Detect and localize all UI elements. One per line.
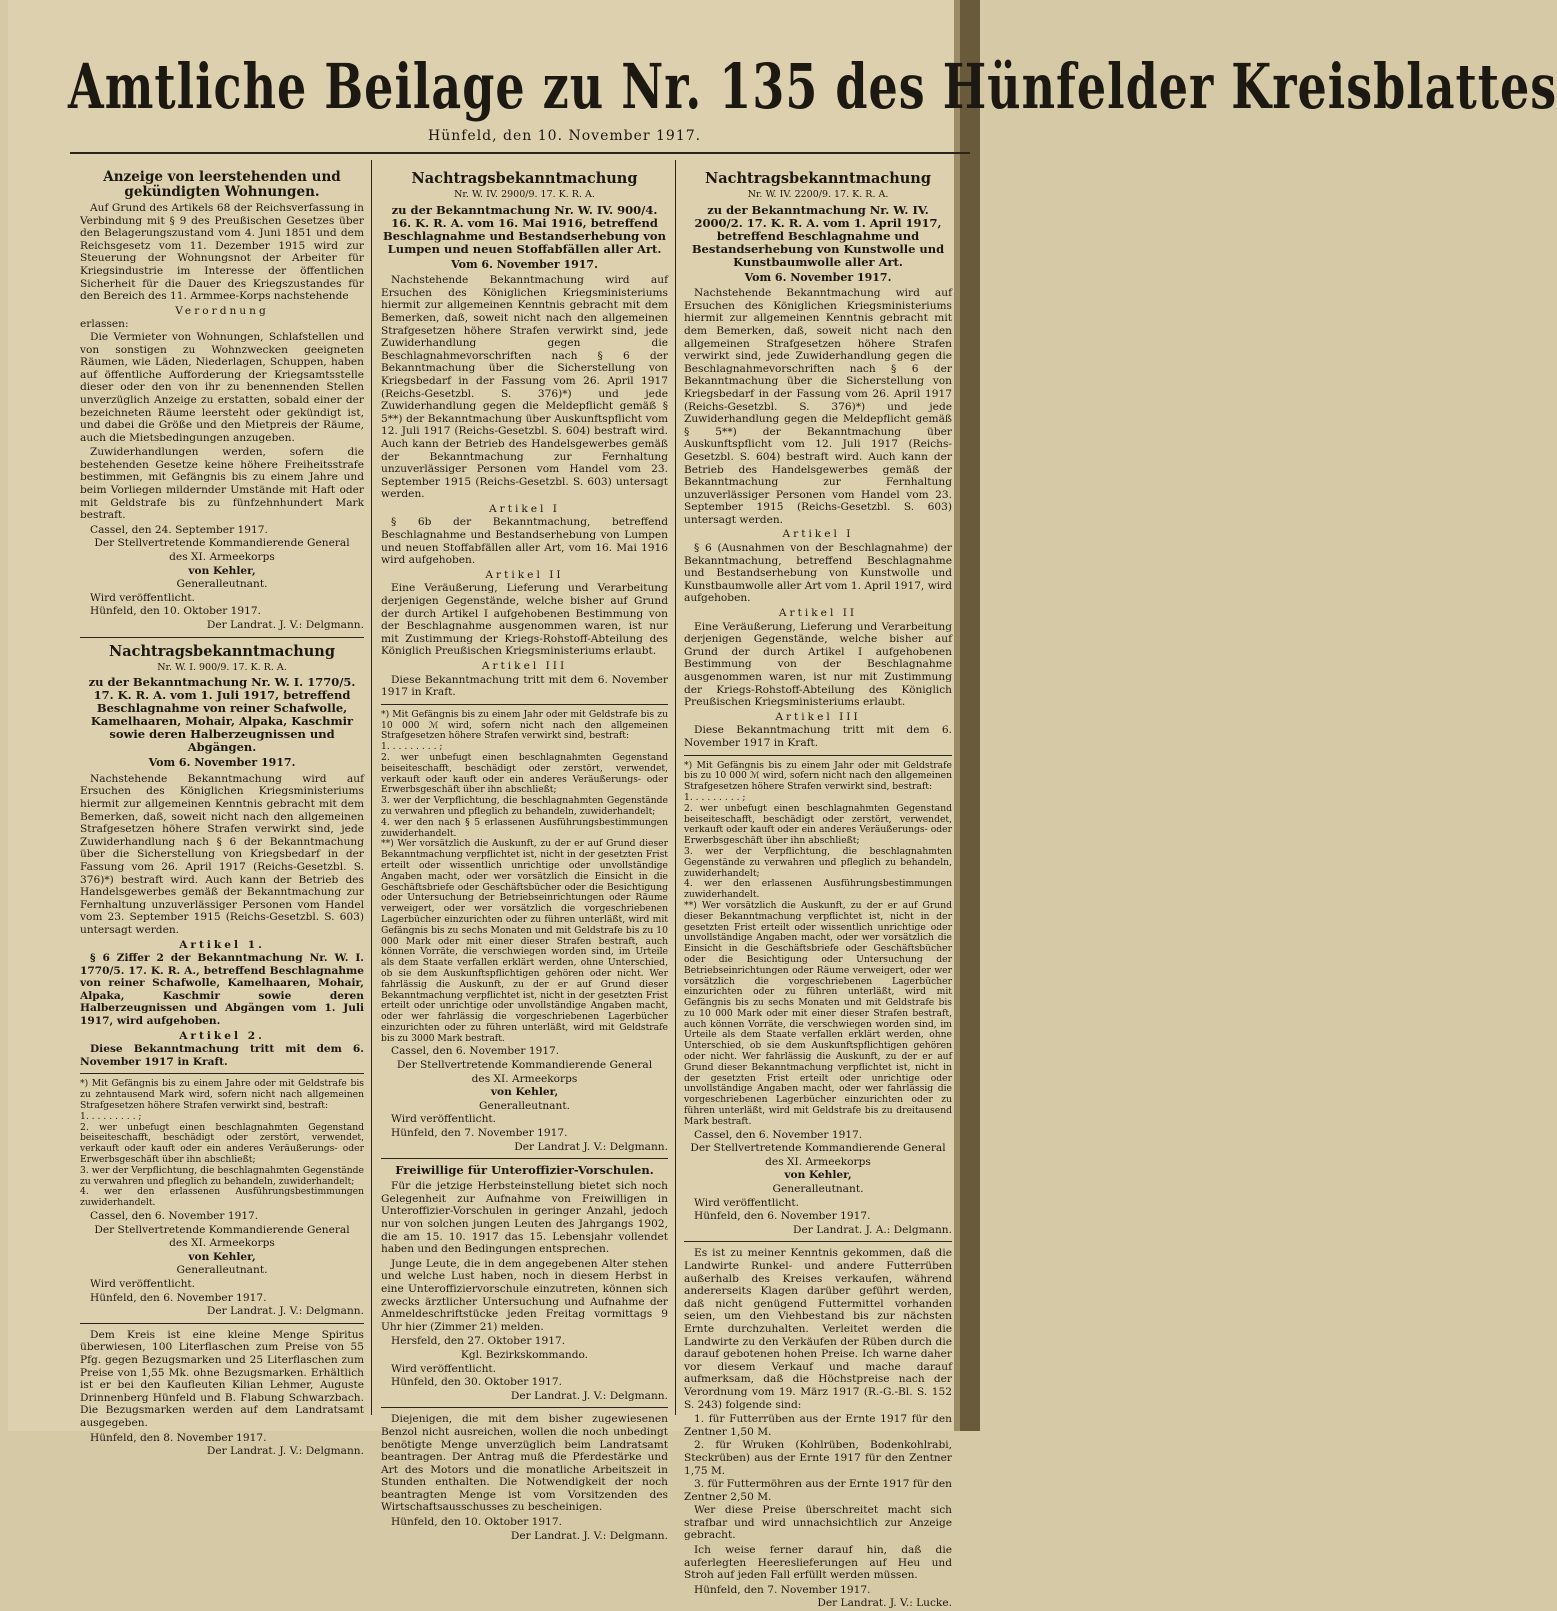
signature-line: Der Stellvertretende Kommandierende General — [94, 537, 350, 550]
footnote: 1. . . . . . . . . ; — [684, 791, 746, 803]
article-heading: Artikel III — [481, 660, 568, 672]
footnote-separator — [684, 755, 952, 756]
landrat-signature: Der Landrat. J. V.: Delgmann. — [206, 1445, 364, 1458]
paragraph: Eine Veräußerung, Lieferung und Verarbeitung derjenigen Gegenstände, welche bisher auf Grund der durch Artikel I aufgehobenen Bestimmung von der Beschlagnahme ausgenommen waren, ist nur mit Zustimmung der Kriegs-Rohstoff-Abteilung des Königlich Preußischen Kriegsministeriums erlaubt. — [684, 620, 952, 709]
publication-note: Wird veröffentlicht. — [90, 1277, 196, 1290]
paragraph: Es ist zu meiner Kenntnis gekommen, daß die Landwirte Runkel- und andere Futterrüben außerhalb des Kreises verkaufen, während andererseits Klagen darüber geführt werden, daß nicht genügend Futtermittel vorhanden seien, um den Viehbestand bis zur nächsten Ernte durchzuhalten. Verleitet werden die Landwirte zu den Verkäufen der Rüben durch die darauf gebotenen hohen Preise. Ich warne daher vor diesem Verkauf und mache darauf aufmerksam, daß die Höchstpreise nach der Verordnung vom 19. März 1917 (R.-G.-Bl. S. 152 S. 243) folgende sind: — [684, 1247, 952, 1411]
footnote: 3. wer der Verpflichtung, die beschlagnahmten Gegenstände zu verwahren und pfleglich zu behandeln, zuwiderhandelt; — [381, 795, 668, 817]
signature-line: Generalleutnant. — [479, 1099, 570, 1112]
signature-line: des XI. Armeekorps — [471, 1072, 578, 1085]
signature-line: Der Stellvertretende Kommandierende General — [690, 1142, 946, 1155]
footnote-separator — [381, 704, 668, 705]
place-date: Hünfeld, den 30. Oktober 1917. — [391, 1376, 562, 1389]
signature-line: Generalleutnant. — [772, 1183, 864, 1196]
footnote: 3. wer der Verpflichtung, die beschlagnahmten Gegenstände zu verwahren und pfleglich zu behandeln, zuwiderhandelt; — [80, 1164, 364, 1187]
article-separator — [381, 1407, 668, 1408]
footnotes — [381, 710, 668, 1045]
place-date: Hünfeld, den 7. November 1917. — [391, 1127, 568, 1140]
landrat-signature: Der Landrat. J. V.: Delgmann. — [206, 619, 364, 631]
price-list-item: 2. für Wruken (Kohlrüben, Bodenkohlrabi, Steckrüben) aus der Ernte 1917 für den Zentner 1,75 M. — [684, 1439, 952, 1477]
place-date: Cassel, den 6. November 1917. — [694, 1128, 863, 1141]
article-heading: Artikel I — [489, 502, 560, 515]
article-date: Vom 6. November 1917. — [148, 756, 296, 770]
article-heading: Artikel II — [485, 568, 564, 581]
footnote: 1. . . . . . . . . ; — [80, 1110, 142, 1122]
column-1 — [80, 170, 364, 1459]
masthead-title: Amtliche Beilage zu Nr. 135 des Hünfelder Kreisblattes — [68, 50, 1557, 123]
paragraph: Für die jetzige Herbsteinstellung bietet sich noch Gelegenheit zur Aufnahme von Freiwilligen in Unteroffizier-Vorschulen in geringer Anzahl, jedoch nur von solchen jungen Leuten des Jahrgangs 1902, die am 15. 10. 1917 das 15. Lebensjahr vollendet haben und den Bedingungen entsprechen. — [381, 1180, 668, 1256]
column-2 — [381, 170, 668, 1543]
article-separator — [80, 1323, 364, 1324]
footnote: 2. wer unbefugt einen beschlagnahmten Gegenstand beiseiteschafft, beschädigt oder zerstört, verwendet, verkauft oder kauft oder ein anderes Veräußerungs- oder Erwerbsgeschäft über ihn abschließt; — [684, 802, 952, 847]
publication-note: Wird veröffentlicht. — [391, 1362, 497, 1375]
article-heading: Artikel II — [778, 607, 858, 620]
column-rule-2 — [675, 160, 676, 1415]
paragraph: erlassen: — [80, 318, 129, 331]
landrat-signature: Der Landrat. J. V.: Lucke. — [817, 1597, 952, 1610]
place-date: Hünfeld, den 6. November 1917. — [694, 1210, 871, 1223]
article-subtitle: zu der Bekanntmachung Nr. W. IV. 2000/2. 17. K. R. A. vom 1. April 1917, betreffend Beschlagnahme und Bestandserhebung von Kunstwolle und Kunstbaumwolle aller Art. — [691, 202, 945, 269]
footnote: *) Mit Gefängnis bis zu einem Jahre oder mit Geldstrafe bis zu zehntausend Mark wird, sofern nicht nach allgemeinen Strafgesetzen höhere Strafen verwirkt sind, bestraft: — [80, 1078, 364, 1112]
article-title: Nachtragsbekanntmachung — [705, 170, 931, 187]
article-heading: Artikel 2. — [179, 1029, 265, 1042]
signature-line: des XI. Armeekorps — [169, 551, 275, 564]
landrat-signature: Der Landrat. J. V.: Delgmann. — [206, 1305, 364, 1318]
place-date: Cassel, den 6. November 1917. — [90, 1210, 259, 1222]
article-reference: Nr. W. IV. 2900/9. 17. K. R. A. — [454, 189, 595, 200]
footnotes — [684, 761, 952, 1128]
signature-name: von Kehler, — [188, 564, 256, 577]
signature-line: des XI. Armeekorps — [169, 1237, 275, 1250]
article-heading: Artikel I — [782, 528, 854, 541]
paragraph: Auf Grund des Artikels 68 der Reichsverfassung in Verbindung mit § 9 des Preußischen Gesetzes über den Belagerungszustand vom 4. Juni 1851 und dem Reichsgesetz vom 11. Dezember 1915 wird zur Steuerung der Wohnungsnot der Arbeiter für Kriegsindustrie im Interesse der öffentlichen Sicherheit für die Dauer des Kriegszustandes für den Bereich des 11. Armmee-Korps nachstehende — [80, 202, 364, 303]
paragraph: Diese Bekanntmachung tritt mit dem 6. November 1917 in Kraft. — [381, 673, 668, 699]
place-date: Hünfeld, den 7. November 1917. — [694, 1583, 871, 1596]
landrat-signature: Der Landrat. J. A.: Delgmann. — [793, 1223, 952, 1236]
newspaper-page — [8, 0, 1557, 1610]
article-separator — [381, 1158, 668, 1159]
place-date: Cassel, den 24. September 1917. — [90, 523, 268, 536]
article-subtitle: zu der Bekanntmachung Nr. W. I. 1770/5. 17. K. R. A. vom 1. Juli 1917, betreffend Beschlagnahme von reiner Schafwolle, Kamelhaaren, Mohair, Alpaka, Kaschmir sowie deren Halberzeugnissen und Abgängen. — [88, 675, 356, 755]
masthead-rule — [70, 152, 970, 154]
paragraph: Nachstehende Bekanntmachung wird auf Ersuchen des Königlichen Kriegsministeriums hiermit zur allgemeinen Kenntnis gebracht mit dem Bemerken, daß, soweit nicht nach den allgemeinen Strafgesetzen höhere Strafen verwirkt sind, jede Zuwiderhandlung nach § 6 der Bekanntmachung über die Sicherstellung von Kriegsbedarf in der Fassung vom 26. April 1917 (Reichs-Gesetzbl. S. 376)*) bestraft wird. Auch kann der Betrieb des Handelsgewerbes gemäß der Bekanntmachung zur Fernhaltung unzuverlässiger Personen vom Handel vom 23. September 1915 (Reichs-Gesetzbl. S. 603) untersagt werden. — [80, 772, 364, 936]
paragraph: Wer diese Preise überschreitet macht sich strafbar und wird unnachsichtlich zur Anzeige gebracht. — [684, 1504, 952, 1542]
signature-line: Generalleutnant. — [176, 1264, 268, 1277]
price-list-item: 1. für Futterrüben aus der Ernte 1917 für den Zentner 1,50 M. — [684, 1413, 952, 1438]
footnote: 4. wer den erlassenen Ausführungsbestimmungen zuwiderhandelt. — [684, 878, 952, 901]
place-date: Hünfeld, den 8. November 1917. — [90, 1431, 267, 1444]
column-3 — [684, 170, 952, 1611]
paragraph: Dem Kreis ist eine kleine Menge Spiritus überwiesen, 100 Literflaschen zum Preise von 55 Pfg. gegen Bezugsmarken und 25 Literflaschen zum Preise von 1,55 Mk. ohne Bezugsmarken. Erhältlich ist er bei den Kaufleuten Kilian Lehmer, Auguste Drinnenberg Hünfeld und B. Flabung Schwarzbach. Die Bezugsmarken werden auf dem Landratsamt ausgegeben. — [80, 1328, 364, 1429]
paragraph: Die Vermieter von Wohnungen, Schlafstellen und von sonstigen zu Wohnzwecken geeigneten Räumen, wie Läden, Niederlagen, Schuppen, haben auf öffentliche Aufforderung der Kriegsamtsstelle dieser oder den von ihr zu benennenden Stellen unverzüglich Anzeige zu erstatten, sobald einer der bezeichneten Räume leersteht oder gekündigt ist, und dabei die Größe und den Mietpreis der Räume, auch die Mietsbedingungen anzugeben. — [80, 330, 364, 444]
place-date: Hünfeld, den 10. Oktober 1917. — [90, 605, 261, 618]
paragraph: Ich weise ferner darauf hin, daß die auferlegten Heereslieferungen auf Heu und Stroh auf jeden Fall erfüllt werden müssen. — [684, 1544, 952, 1582]
paragraph: Diese Bekanntmachung tritt mit dem 6. November 1917 in Kraft. — [684, 724, 952, 749]
paragraph: § 6b der Bekanntmachung, betreffend Beschlagnahme und Bestandserhebung von Lumpen und neuen Stoffabfällen aller Art, vom 16. Mai 1916 wird aufgehoben. — [381, 516, 668, 567]
signature-line: des XI. Armeekorps — [765, 1155, 871, 1168]
paragraph: § 6 (Ausnahmen von der Beschlagnahme) der Bekanntmachung, betreffend Beschlagnahme und Bestandserhebung von Kunstwolle und Kunstbaumwolle aller Art vom 1. April 1917, wird aufgehoben. — [684, 542, 952, 605]
place-date: Hersfeld, den 27. Oktober 1917. — [391, 1335, 566, 1348]
article-separator — [684, 1241, 952, 1242]
article-heading: Verordnung — [175, 304, 269, 317]
paragraph: Eine Veräußerung, Lieferung und Verarbeitung derjenigen Gegenstände, welche bisher auf Grund der durch Artikel I aufgehobenen Bestimmung von der Beschlagnahme ausgenommen waren, ist nur mit Zustimmung der Kriegs-Rohstoff-Abteilung des Königlich Preußischen Kriegsministeriums erlaubt. — [381, 582, 668, 658]
article-reference: Nr. W. IV. 2200/9. 17. K. R. A. — [747, 189, 889, 200]
signature-name: von Kehler, — [188, 1250, 256, 1263]
article-subtitle: zu der Bekanntmachung Nr. W. IV. 900/4. 16. K. R. A. vom 16. Mai 1916, betreffend Beschlagnahme und Bestandserhebung von Lumpen und neuen Stoffabfällen aller Art. — [383, 202, 666, 256]
footnote: 2. wer unbefugt einen beschlagnahmten Gegenstand beiseiteschafft, beschädigt oder zerstört, verwendet, verkauft oder kauft oder ein anderes Veräußerungs- oder Erwerbsgeschäft über ihn abschließt; — [80, 1121, 364, 1166]
article-heading: Artikel III — [775, 710, 861, 723]
publication-note: Wird veröffentlicht. — [694, 1196, 800, 1209]
footnote: **) Wer vorsätzlich die Auskunft, zu der er auf Grund dieser Bekanntmachung verpflichtet ist, nicht in der gesetzten Frist erteilt oder wissentlich unrichtige oder unvollständige Angaben macht, oder wer vorsätzlich die Einsicht in die Geschäftsbriefe oder Geschäftsbücher oder die Besichtigung oder Untersuchung der Betriebseinrichtungen oder Räume verweigert, oder wer vorsätzlich die vorgeschriebenen Lagerbücher einzurichten oder zu führen unterläßt, wird mit Gefängnis bis zu sechs Monaten und mit Geldstrafe bis zu 10 000 Mark oder mit einer dieser Strafen bestraft, auch können Vorräte, die verschwiegen worden sind, im Urteile als dem Staate verfallen erklärt werden, ohne Unterschied, ob sie dem Auskunftspflichtigen gehören oder nicht. Wer fahrlässig die Auskunft, zu der er auf Grund dieser Bekanntmachung verpflichtet ist, nicht in der gesetzten Frist erteilt oder unrichtige oder unvollständige Angaben macht, oder wer fahrlässig die vorgeschriebenen Lagerbücher einzurichten oder zu führen unterläßt, wird mit Geldstrafe bis zu dreitausend Mark bestraft. — [684, 899, 952, 1127]
article-heading: Artikel 1. — [179, 938, 265, 951]
paragraph: Nachstehende Bekanntmachung wird auf Ersuchen des Königlichen Kriegsministeriums hiermit zur allgemeinen Kenntnis gebracht mit dem Bemerken, daß, soweit nicht nach den allgemeinen Strafgesetzen höhere Strafen verwirkt sind, jede Zuwiderhandlung gegen die Beschlagnahmevorschriften nach § 6 der Bekanntmachung über die Sicherstellung von Kriegsbedarf in der Fassung vom 26. April 1917 (Reichs-Gesetzbl. S. 376)*) und jede Zuwiderhandlung gegen die Meldepflicht gemäß § 5**) der Bekanntmachung über Auskunftspflicht vom 12. Juli 1917 (Reichs-Gesetzbl. S. 604) bestraft wird. Auch kann der Betrieb des Handelsgewerbes gemäß der Bekanntmachung zur Fernhaltung unzuverlässiger Personen vom Handel vom 23. September 1915 (Reichs-Gesetzbl. S. 603) untersagt werden. — [684, 287, 952, 526]
landrat-signature: Der Landrat. J. V.: Delgmann. — [510, 1389, 668, 1402]
place-date: Hünfeld, den 10. Oktober 1917. — [391, 1516, 562, 1529]
place-date: Cassel, den 6. November 1917. — [391, 1045, 560, 1058]
column-rule-1 — [371, 160, 372, 1415]
paragraph: § 6 Ziffer 2 der Bekanntmachung Nr. W. I. 1770/5. 17. K. R. A., betreffend Beschlagnahme von reiner Schafwolle, Kamelhaaren, Mohair, Alpaka, Kaschmir sowie deren Halberzeugnissen und Abgängen vom 1. Juli 1917, wird aufgehoben. — [80, 952, 364, 1028]
signature-name: von Kehler, — [490, 1086, 559, 1099]
paragraph: Diejenigen, die mit dem bisher zugewiesenen Benzol nicht ausreichen, wollen die noch unbedingt benötigte Menge unverzüglich beim Landratsamt beantragen. Der Antrag muß die Pferdestärke und Art des Motors und die monatliche Arbeitszeit in Stunden enthalten. Die Notwendigkeit der noch beantragten Menge ist vom Vorsitzenden des Wirtschaftsausschusses zu bescheinigen. — [381, 1413, 668, 1514]
landrat-signature: Der Landrat. J. V.: Delgmann. — [510, 1529, 668, 1542]
paragraph: Diese Bekanntmachung tritt mit dem 6. November 1917 in Kraft. — [80, 1043, 364, 1068]
article-date: Vom 6. November 1917. — [744, 270, 892, 284]
signature-line: Der Stellvertretende Kommandierende General — [396, 1059, 653, 1072]
signature-line: Der Stellvertretende Kommandierende General — [94, 1223, 350, 1236]
footnote: *) Mit Gefängnis bis zu einem Jahr oder mit Geldstrafe bis zu 10 000 ℳ wird, sofern nicht nach den allgemeinen Strafgesetzen höhere Strafen verwirkt sind, bestraft: — [381, 708, 668, 742]
article-date: Vom 6. November 1917. — [451, 257, 598, 271]
article-title: Freiwillige für Unteroffizier-Vorschulen. — [395, 1163, 654, 1178]
signature-line: Kgl. Bezirkskommando. — [460, 1348, 589, 1361]
place-date: Hünfeld, den 6. November 1917. — [90, 1291, 267, 1304]
article-title: Anzeige von leerstehenden und gekündigten Wohnungen. — [103, 169, 341, 200]
footnote: 2. wer unbefugt einen beschlagnahmten Gegenstand beiseiteschafft, beschädigt oder zerstört, verwendet, verkauft oder kauft oder ein anderes Veräußerungs- oder Erwerbsgeschäft über ihn abschließt; — [381, 751, 668, 796]
landrat-signature: Der Landrat J. V.: Delgmann. — [514, 1140, 668, 1153]
footnote: 4. wer den nach § 5 erlassenen Ausführungsbestimmungen zuwiderhandelt. — [381, 816, 668, 839]
footnote: **) Wer vorsätzlich die Auskunft, zu der er auf Grund dieser Bekanntmachung verpflichtet ist, nicht in der gesetzten Frist erteilt oder wissentlich unrichtige oder unvollständige Angaben macht, oder wer vorsätzlich die Einsicht in die Geschäftsbriefe oder Geschäftsbücher oder die Besichtigung oder Untersuchung der Betriebseinrichtungen oder Räume verweigert, oder wer vorsätzlich die vorgeschriebenen Lagerbücher einzurichten oder zu führen unterläßt, wird mit Gefängnis bis zu sechs Monaten und mit Geldstrafe bis zu 10 000 Mark oder mit einer dieser Strafen bestraft, auch können Vorräte, die verschwiegen worden sind, im Urteile als dem Staate verfallen erklärt werden, ohne Unterschied, ob sie dem Auskunftspflichtigen gehören oder nicht. Wer fahrlässig die Auskunft, zu der er auf Grund dieser Bekanntmachung verpflichtet ist, nicht in der gesetzten Frist erteilt oder unrichtige oder unvollständige Angaben macht, oder wer fahrlässig die vorgeschriebenen Lagerbücher einzurichten oder zu führen unterläßt, wird mit Geldstrafe bis zu 3000 Mark bestraft. — [381, 838, 668, 1044]
masthead-dateline: Hünfeld, den 10. November 1917. — [428, 128, 702, 144]
footnote-separator — [80, 1073, 364, 1074]
article-title: Nachtragsbekanntmachung — [109, 642, 335, 660]
paragraph: Junge Leute, die in dem angegebenen Alter stehen und welche Lust haben, noch in diesem Herbst in eine Unteroffiziervorschule einzutreten, können sich zwecks ärztlicher Untersuchung und Aufnahme der Anmeldeschriftstücke jeden Freitag vormittags 9 Uhr hier (Zimmer 21) melden. — [381, 1257, 668, 1333]
footnotes — [80, 1079, 364, 1209]
publication-note: Wird veröffentlicht. — [391, 1113, 497, 1126]
paragraph: Nachstehende Bekanntmachung wird auf Ersuchen des Königlichen Kriegsministeriums hiermit zur allgemeinen Kenntnis gebracht mit dem Bemerken, daß, soweit nicht nach den allgemeinen Strafgesetzen höhere Strafen verwirkt sind, jede Zuwiderhandlung gegen die Beschlagnahmevorschriften nach § 6 der Bekanntmachung über die Sicherstellung von Kriegsbedarf in der Fassung vom 26. April 1917 (Reichs-Gesetzbl. S. 376)*) und jede Zuwiderhandlung gegen die Meldepflicht gemäß § 5**) der Bekanntmachung über Auskunftspflicht vom 12. Juli 1917 (Reichs-Gesetzbl. S. 604) bestraft wird. Auch kann der Betrieb des Handelsgewerbes gemäß der Bekanntmachung zur Fernhaltung unzuverlässiger Personen vom Handel vom 23. September 1915 (Reichs-Gesetzbl. S. 603) untersagt werden. — [381, 274, 668, 501]
signature-line: Generalleutnant. — [176, 578, 268, 591]
footnote: *) Mit Gefängnis bis zu einem Jahr oder mit Geldstrafe bis zu 10 000 ℳ wird, sofern nicht nach den allgemeinen Strafgesetzen höhere Strafen verwirkt sind, bestraft: — [684, 759, 952, 793]
footnote: 3. wer der Verpflichtung, die beschlagnahmten Gegenstände zu verwahren und pfleglich zu behandeln, zuwiderhandelt; — [684, 845, 952, 879]
article-title: Nachtragsbekanntmachung — [411, 170, 638, 187]
binding-strip — [960, 0, 980, 1431]
footnote: 4. wer den erlassenen Ausführungsbestimmungen zuwiderhandelt. — [80, 1186, 364, 1209]
publication-note: Wird veröffentlicht. — [90, 591, 196, 604]
paragraph: Zuwiderhandlungen werden, sofern die bestehenden Gesetze keine höhere Freiheitsstrafe bestimmen, mit Gefängnis bis zu einem Jahre und beim Vorliegen mildernder Umstände mit Haft oder mit Geldstrafe bis zu fünfzehnhundert Mark bestraft. — [80, 446, 364, 522]
article-reference: Nr. W. I. 900/9. 17. K. R. A. — [157, 661, 287, 673]
article-separator — [80, 637, 364, 638]
price-list-item: 3. für Futtermöhren aus der Ernte 1917 für den Zentner 2,50 M. — [684, 1478, 952, 1503]
signature-name: von Kehler, — [784, 1169, 852, 1182]
footnote: 1. . . . . . . . . ; — [381, 741, 443, 753]
